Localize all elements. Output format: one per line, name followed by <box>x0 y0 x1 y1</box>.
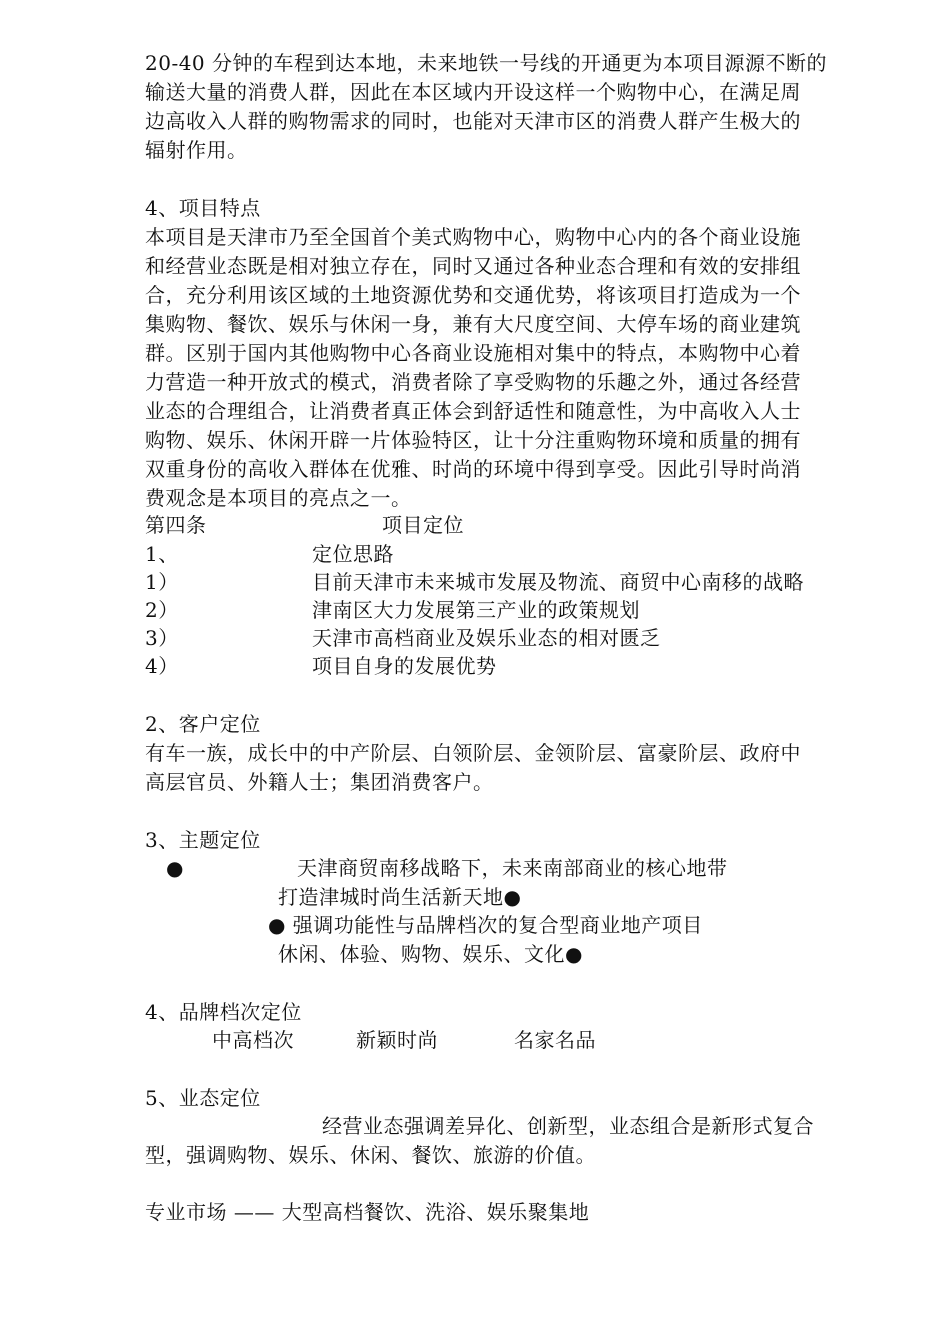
customer-heading: 2、客户定位 <box>145 712 261 736</box>
features-line: 购物、娱乐、休闲开辟一片体验特区，让十分注重购物环境和质量的拥有 <box>145 428 801 452</box>
brand-item: 新颖时尚 <box>356 1028 438 1052</box>
approach-item-number: 1） <box>145 570 179 594</box>
theme-bullet: ● <box>166 856 184 880</box>
approach-title: 定位思路 <box>312 542 394 566</box>
features-heading: 4、项目特点 <box>145 196 261 220</box>
approach-number: 1、 <box>145 542 179 566</box>
brand-item: 名家名品 <box>514 1028 596 1052</box>
approach-item-number: 3） <box>145 626 179 650</box>
customer-line: 有车一族，成长中的中产阶层、白领阶层、金领阶层、富豪阶层、政府中 <box>145 741 801 765</box>
brand-heading: 4、品牌档次定位 <box>145 1000 302 1024</box>
theme-line: 打造津城时尚生活新天地● <box>278 885 522 909</box>
intro-line: 20-40 分钟的车程到达本地，未来地铁一号线的开通更为本项目源源不断的 <box>145 51 828 75</box>
market-line: 专业市场 —— 大型高档餐饮、洗浴、娱乐聚集地 <box>145 1200 590 1224</box>
features-line: 力营造一种开放式的模式，消费者除了享受购物的乐趣之外，通过各经营 <box>145 370 801 394</box>
features-line: 业态的合理组合，让消费者真正体会到舒适性和随意性，为中高收入人士 <box>145 399 801 423</box>
format-heading: 5、业态定位 <box>145 1086 261 1110</box>
features-line: 合，充分利用该区域的土地资源优势和交通优势，将该项目打造成为一个 <box>145 283 801 307</box>
theme-line: 休闲、体验、购物、娱乐、文化● <box>278 942 583 966</box>
approach-item-text: 项目自身的发展优势 <box>312 654 497 678</box>
approach-item-text: 津南区大力发展第三产业的政策规划 <box>312 598 640 622</box>
theme-line: ● 强调功能性与品牌档次的复合型商业地产项目 <box>268 913 703 937</box>
features-line: 双重身份的高收入群体在优雅、时尚的环境中得到享受。因此引导时尚消 <box>145 457 801 481</box>
intro-line: 输送大量的消费人群，因此在本区域内开设这样一个购物中心，在满足周 <box>145 80 801 104</box>
features-line: 集购物、餐饮、娱乐与休闲一身，兼有大尺度空间、大停车场的商业建筑 <box>145 312 801 336</box>
features-line: 和经营业态既是相对独立存在，同时又通过各种业态合理和有效的安排组 <box>145 254 801 278</box>
intro-line: 辐射作用。 <box>145 138 248 162</box>
theme-heading: 3、主题定位 <box>145 828 261 852</box>
approach-item-number: 2） <box>145 598 179 622</box>
intro-line: 边高收入人群的购物需求的同时，也能对天津市区的消费人群产生极大的 <box>145 109 801 133</box>
customer-line: 高层官员、外籍人士；集团消费客户。 <box>145 770 494 794</box>
format-line: 型，强调购物、娱乐、休闲、餐饮、旅游的价值。 <box>145 1143 596 1167</box>
article-label: 第四条 <box>145 513 207 537</box>
approach-item-text: 目前天津市未来城市发展及物流、商贸中心南移的战略 <box>312 570 804 594</box>
brand-item: 中高档次 <box>212 1028 294 1052</box>
features-line: 费观念是本项目的亮点之一。 <box>145 486 412 510</box>
theme-line: 天津商贸南移战略下，未来南部商业的核心地带 <box>297 856 728 880</box>
features-line: 本项目是天津市乃至全国首个美式购物中心，购物中心内的各个商业设施 <box>145 225 801 249</box>
approach-item-text: 天津市高档商业及娱乐业态的相对匮乏 <box>312 626 661 650</box>
approach-item-number: 4） <box>145 654 179 678</box>
features-line: 群。区别于国内其他购物中心各商业设施相对集中的特点，本购物中心着 <box>145 341 801 365</box>
format-line: 经营业态强调差异化、创新型，业态组合是新形式复合 <box>322 1114 814 1138</box>
article-title: 项目定位 <box>382 513 464 537</box>
